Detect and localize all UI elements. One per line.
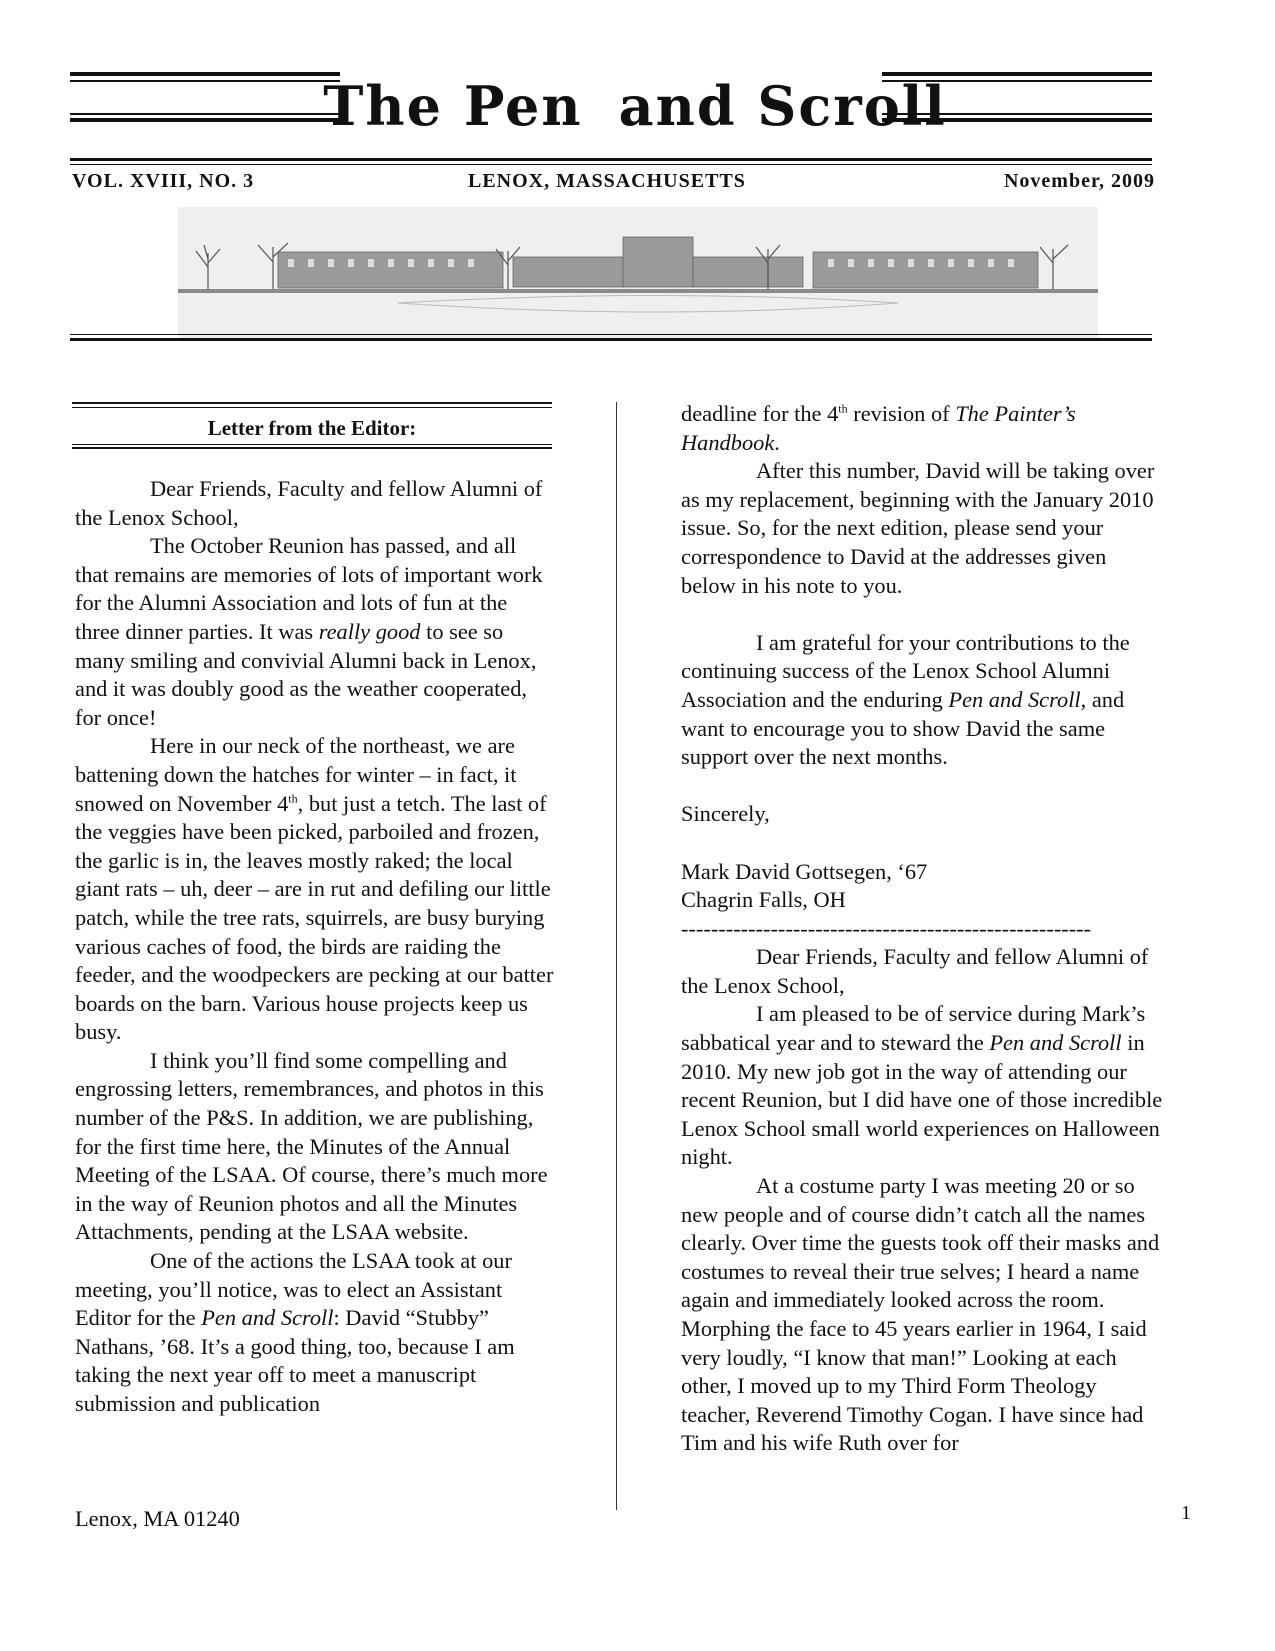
page-number: 1 (1181, 1502, 1191, 1524)
right-paragraph-5: I am pleased to be of service during Mark’s sabbatical year and to steward the Pen and Scroll in 2010. My new job got in the way of attending our recent Reunion, but I did have one of those incredible Lenox School small world experiences on Halloween night. (681, 1001, 1163, 1170)
separator-line: ------------------------------------------------------- (681, 915, 1092, 941)
title-left: The Pen (323, 74, 583, 138)
section-heading: Letter from the Editor: (207, 416, 417, 440)
banner-bottom-rule (70, 334, 1152, 342)
masthead-title (323, 68, 947, 144)
right-paragraph-6: At a costume party I was meeting 20 or so new people and of course didn’t catch all the names clearly. Over time the guests took off their masks and costumes to reveal their true selves; I heard a name again and immediately looked across the room. Morphing the face to 45 years earlier in 1964, I said very loudly, “I know that man!” Looking at each other, I moved up to my Third Form Theology teacher, Reverend Timothy Cogan. I have since had Tim and his wife Ruth over for (681, 1173, 1160, 1456)
section-heading-box (72, 402, 552, 450)
school-buildings-illustration (178, 207, 1098, 339)
dateline-top-rule (70, 158, 1152, 166)
left-paragraph-4: I think you’ll find some compelling and engrossing letters, remembrances, and photos in this number of the P&S. In addition, we are publishing, for the first time here, the Minutes of the Annual Meeting of the LSAA. Of course, there’s much more in the way of Reunion photos and all the Minutes Attachments, pending at the LSAA website. (75, 1047, 548, 1245)
right-paragraph-1: deadline for the 4th revision of The Painter’s Handbook. (681, 401, 1076, 455)
masthead-rule-left (70, 72, 340, 126)
left-paragraph-2: The October Reunion has passed, and all that remains are memories of lots of important work for the Alumni Association and lots of fun at the three dinner parties. It was really good to see so many smiling and convivial Alumni back in Lenox, and it was doubly good as the weather cooperated, for once! (75, 533, 543, 730)
left-paragraph-5: One of the actions the LSAA took at our meeting, you’ll notice, was to elect an Assistant Editor for the Pen and Scroll: David “Stubby” Nathans, ’68. It’s a good thing, too, because I am taking the next year off to meet a manuscript submission and publication (75, 1248, 515, 1416)
column-divider (616, 402, 617, 1510)
closing: Sincerely, (681, 801, 770, 827)
left-paragraph-3: Here in our neck of the northeast, we are battening down the hatches for winter – in fact, it snowed on November 4th, but just a tetch. The last of the veggies have been picked, parboiled and frozen, the garlic is in, the leaves mostly raked; the local giant rats – uh, deer – are in rut and defiling our little patch, while the tree rats, squirrels, are busy burying various caches of food, the birds are raiding the feeder, and the woodpeckers are pecking at our batter boards on the barn. Various house projects keep us busy. (75, 733, 554, 1045)
right-paragraph-3: I am grateful for your contributions to the continuing success of the Lenox School Alumni Association and the enduring Pen and Scroll, and want to encourage you to show David the same support over the next months. (681, 629, 1130, 770)
right-paragraph-4: Dear Friends, Faculty and fellow Alumni of the Lenox School, (681, 944, 1149, 998)
footer-address: Lenox, MA 01240 (75, 1506, 240, 1531)
signature-place: Chagrin Falls, OH (681, 887, 846, 913)
right-column (681, 400, 1166, 1458)
left-paragraph-1: Dear Friends, Faculty and fellow Alumni of the Lenox School, (75, 476, 543, 530)
place-label: LENOX, MASSACHUSETTS (468, 170, 746, 192)
left-column (75, 475, 555, 1419)
signature-name: Mark David Gottsegen, ‘67 (681, 858, 928, 884)
right-paragraph-2: After this number, David will be taking over as my replacement, beginning with the January 2010 issue. So, for the next edition, please send your correspondence to David at the addresses given below in his note to you. (681, 458, 1155, 598)
title-right: and Scroll (618, 74, 947, 138)
issue-date: November, 2009 (1003, 170, 1155, 192)
volume-label: VOL. XVIII, NO. 3 (72, 170, 255, 192)
